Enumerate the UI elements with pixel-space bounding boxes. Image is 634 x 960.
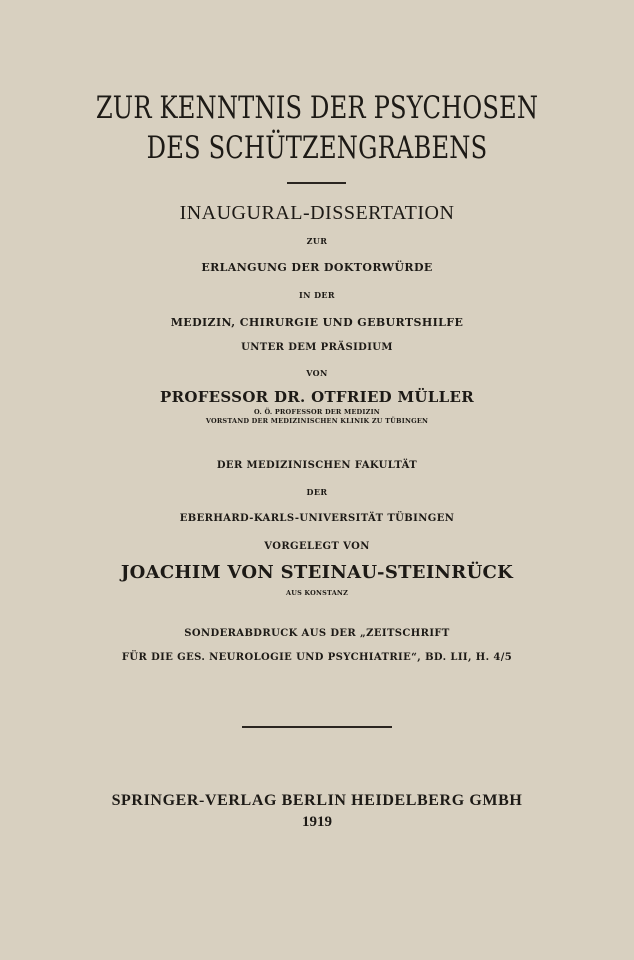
dissertation-heading: INAUGURAL-DISSERTATION bbox=[179, 202, 455, 224]
book-title-line-1: ZUR KENNTNIS DER PSYCHOSEN bbox=[95, 90, 539, 126]
university-name: EBERHARD-KARLS-UNIVERSITÄT TÜBINGEN bbox=[179, 513, 455, 524]
dissertation-unter: UNTER DEM PRÄSIDIUM bbox=[241, 342, 393, 353]
offprint-line-2: FÜR DIE GES. NEUROLOGIE UND PSYCHIATRIE“, BD. LII, H. 4/5 bbox=[121, 652, 513, 663]
professor-role-1: O. Ö. PROFESSOR DER MEDIZIN bbox=[254, 408, 380, 416]
offprint-line-1: SONDERABDRUCK AUS DER „ZEITSCHRIFT bbox=[184, 628, 450, 639]
dissertation-erlangung: ERLANGUNG DER DOKTORWÜRDE bbox=[201, 261, 433, 274]
professor-role-2: VORSTAND DER MEDIZINISCHEN KLINIK ZU TÜBINGEN bbox=[205, 417, 429, 425]
book-title-line-2: DES SCHÜTZENGRABENS bbox=[146, 130, 488, 166]
publisher-divider bbox=[242, 726, 392, 728]
dissertation-in-der: IN DER bbox=[299, 290, 335, 300]
title-divider bbox=[287, 182, 346, 184]
dissertation-fields: MEDIZIN, CHIRURGIE UND GEBURTSHILFE bbox=[170, 316, 464, 329]
dissertation-von: VON bbox=[306, 368, 328, 378]
professor-name: PROFESSOR DR. OTFRIED MÜLLER bbox=[159, 388, 474, 406]
author-origin: AUS KONSTANZ bbox=[285, 589, 349, 597]
publication-year: 1919 bbox=[302, 814, 332, 830]
vorgelegt-von: VORGELEGT VON bbox=[264, 541, 370, 552]
publisher-name: SPRINGER-VERLAG BERLIN HEIDELBERG GMBH bbox=[111, 792, 523, 809]
author-name: JOACHIM VON STEINAU-STEINRÜCK bbox=[120, 562, 514, 583]
faculty-der: DER bbox=[306, 487, 328, 497]
faculty-line: DER MEDIZINISCHEN FAKULTÄT bbox=[216, 460, 418, 471]
dissertation-zur: ZUR bbox=[306, 236, 328, 246]
